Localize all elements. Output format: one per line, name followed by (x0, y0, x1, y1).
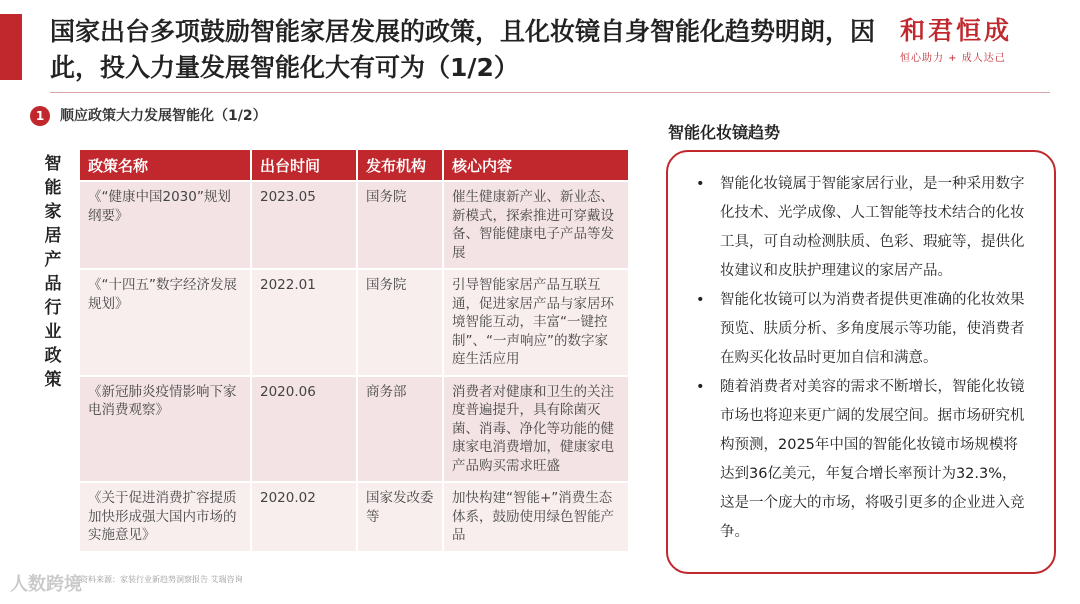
table-row (80, 377, 628, 482)
logo-main-text: 和君恒成 (900, 16, 1013, 45)
header-issuer: 发布机构 (358, 150, 442, 180)
policy-table (78, 148, 630, 553)
cell-core-content: 引导智能家居产品互联互通，促进家居产品与家居环境智能互动，丰富“一键控制”、“一声响应”的数字家庭生活应用 (444, 270, 628, 375)
header-core-content: 核心内容 (444, 150, 628, 180)
trend-bullet: • 智能化妆镜属于智能家居行业，是一种采用数字化技术、光学成像、人工智能等技术结合的化妆工具，可自动检测肤质、色彩、瑕疵等，提供化妆建议和皮肤护理建议的家居产品。 (696, 170, 1030, 286)
table-row (80, 182, 628, 268)
watermark: 人数跨境 (10, 574, 82, 595)
header-issue-date: 出台时间 (252, 150, 356, 180)
cell-policy-name: 《“十四五”数字经济发展规划》 (80, 270, 250, 375)
title-block (0, 0, 1080, 92)
cell-issue-date: 2020.02 (252, 483, 356, 551)
trend-title: 智能化妆镜趋势 (668, 123, 781, 142)
section-title: 顺应政策大力发展智能化（1/2） (60, 108, 267, 124)
cell-issuer: 商务部 (358, 377, 442, 482)
company-logo (900, 16, 1070, 66)
trend-list (696, 170, 1030, 547)
section-number-badge: 1 (30, 106, 50, 126)
trend-box (666, 150, 1056, 574)
cell-issuer: 国务院 (358, 270, 442, 375)
page-title: 国家出台多项鼓励智能家居发展的政策，且化妆镜自身智能化趋势明朗，因此，投入力量发展智能化大有可为（1/2） (50, 17, 876, 82)
source-note: 资料来源：家装行业新趋势洞察报告 艾瑞咨询 (80, 575, 243, 584)
cell-policy-name: 《新冠肺炎疫情影响下家电消费观察》 (80, 377, 250, 482)
header-policy-name: 政策名称 (80, 150, 250, 180)
cell-issuer: 国务院 (358, 182, 442, 268)
cell-issue-date: 2020.06 (252, 377, 356, 482)
cell-issue-date: 2023.05 (252, 182, 356, 268)
cell-policy-name: 《“健康中国2030”规划纲要》 (80, 182, 250, 268)
cell-issuer: 国家发改委等 (358, 483, 442, 551)
table-row (80, 483, 628, 551)
trend-bullet: • 智能化妆镜可以为消费者提供更准确的化妆效果预览、肤质分析、多角度展示等功能，使消费者在购买化妆品时更加自信和满意。 (696, 286, 1030, 373)
table-side-label: 智能家居产品行业政策 (44, 154, 62, 390)
title-accent-bar (0, 14, 22, 80)
logo-slogan: 恒心助力 + 成人达己 (900, 53, 1006, 64)
trend-bullet: • 随着消费者对美容的需求不断增长，智能化妆镜市场也将迎来更广阔的发展空间。据市场研究机构预测，2025年中国的智能化妆镜市场规模将达到36亿美元，年复合增长率预计为32.3%，这是一个庞大的市场，将吸引更多的企业进入竞争。 (696, 373, 1030, 547)
table-row (80, 270, 628, 375)
cell-core-content: 加快构建“智能+”消费生态体系，鼓励使用绿色智能产品 (444, 483, 628, 551)
cell-issue-date: 2022.01 (252, 270, 356, 375)
title-divider (50, 92, 1050, 93)
table-header-row (80, 150, 628, 180)
cell-core-content: 消费者对健康和卫生的关注度普遍提升，具有除菌灭菌、消毒、净化等功能的健康家电消费增加，健康家电产品购买需求旺盛 (444, 377, 628, 482)
cell-policy-name: 《关于促进消费扩容提质加快形成强大国内市场的实施意见》 (80, 483, 250, 551)
cell-core-content: 催生健康新产业、新业态、新模式，探索推进可穿戴设备、智能健康电子产品等发展 (444, 182, 628, 268)
